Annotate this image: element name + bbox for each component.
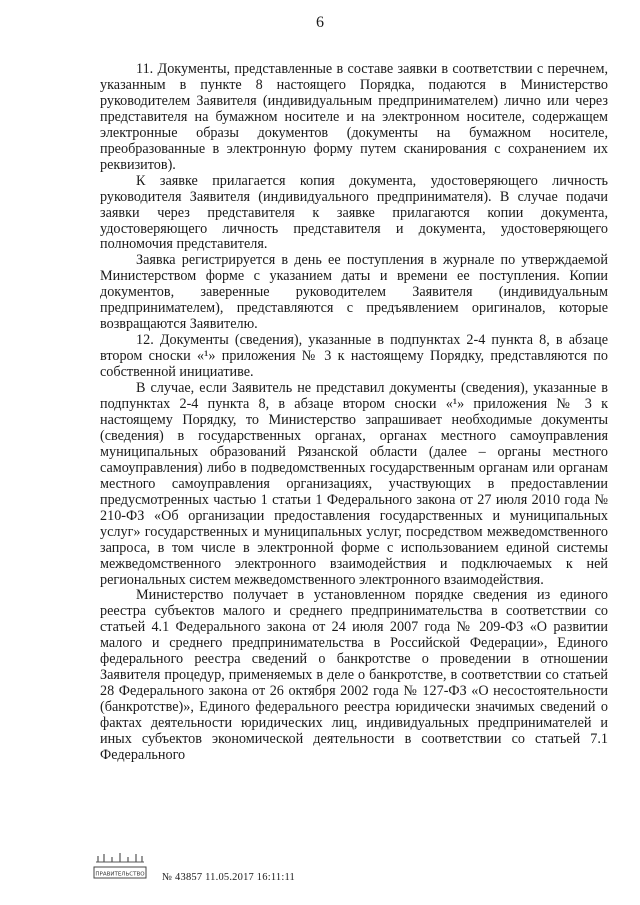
paragraph: К заявке прилагается копия документа, удостоверяющего личность руководителя Заявителя (индивидуального предпринимателя). В случае подачи заявки через представителя к заявке прилагаются копии документа, удостоверяющего личность представителя и документа, удостоверяющего полномочия представителя. [100,172,608,253]
paragraph: 11. Документы, представленные в составе заявки в соответствии с перечнем, указанным в пункте 8 настоящего Порядка, подаются в Министерство руководителем Заявителя (индивидуальным предпринимателем) лично или через представителя на бумажном носителе и на электронном носителе, содержащем электронные образы документов (документы на бумажном носителе, преобразованные в электронную форму путем сканирования с сохранением их реквизитов). [100,61,608,173]
registration-footer: № 43857 11.05.2017 16:11:11 [162,872,295,883]
document-body [100,62,608,764]
page-number: 6 [316,14,324,31]
svg-text:ПРАВИТЕЛЬСТВО: ПРАВИТЕЛЬСТВО [95,871,145,878]
paragraph: Заявка регистрируется в день ее поступления в журнале по утверждаемой Министерством форме с указанием даты и времени ее поступления. Копии документов, заверенные руководителем Заявителя (индивидуальным предпринимателем), представляются с предъявлением оригиналов, которые возвращаются Заявителю. [100,252,608,333]
registration-stamp-icon [92,850,148,882]
paragraph: Министерство получает в установленном порядке сведения из единого реестра субъектов малого и среднего предпринимательства в соответствии со статьей 4.1 Федерального закона от 24 июля 2007 года № 209-ФЗ «О развитии малого и среднего предпринимательства в Российской Федерации», Единого федерального реестра сведений о банкротстве о проведении в отношении Заявителя процедур, применяемых в деле о банкротстве, в соответствии со статьей 28 Федерального закона от 26 октября 2002 года № 127-ФЗ «О несостоятельности (банкротстве)», Единого федерального реестра юридически значимых сведений о фактах деятельности юридических лиц, индивидуальных предпринимателей и иных субъектов экономической деятельности в соответствии со статьей 7.1 Федерального [100,587,608,763]
paragraph: 12. Документы (сведения), указанные в подпунктах 2-4 пункта 8, в абзаце втором сноски «¹» приложения № 3 к настоящему Порядку, представляются по собственной инициативе. [100,332,608,381]
paragraph: В случае, если Заявитель не представил документы (сведения), указанные в подпунктах 2-4 пункта 8, в абзаце втором сноски «¹» приложения № 3 к настоящему Порядку, то Министерство запрашивает необходимые документы (сведения) в государственных органах, органах местного самоуправления муниципальных образований Рязанской области (далее – органы местного самоуправления) либо в подведомственных государственным органам или органам местного самоуправления организациях, участвующих в предоставлении предусмотренных частью 1 статьи 1 Федерального закона от 27 июля 2010 года № 210-ФЗ «Об организации предоставления государственных и муниципальных услуг» государственных и муниципальных услуг, посредством межведомственного запроса, в том числе в электронной форме с использованием единой системы межведомственного электронного взаимодействия и подключаемых к ней региональных систем межведомственного электронного взаимодействия. [100,380,608,588]
